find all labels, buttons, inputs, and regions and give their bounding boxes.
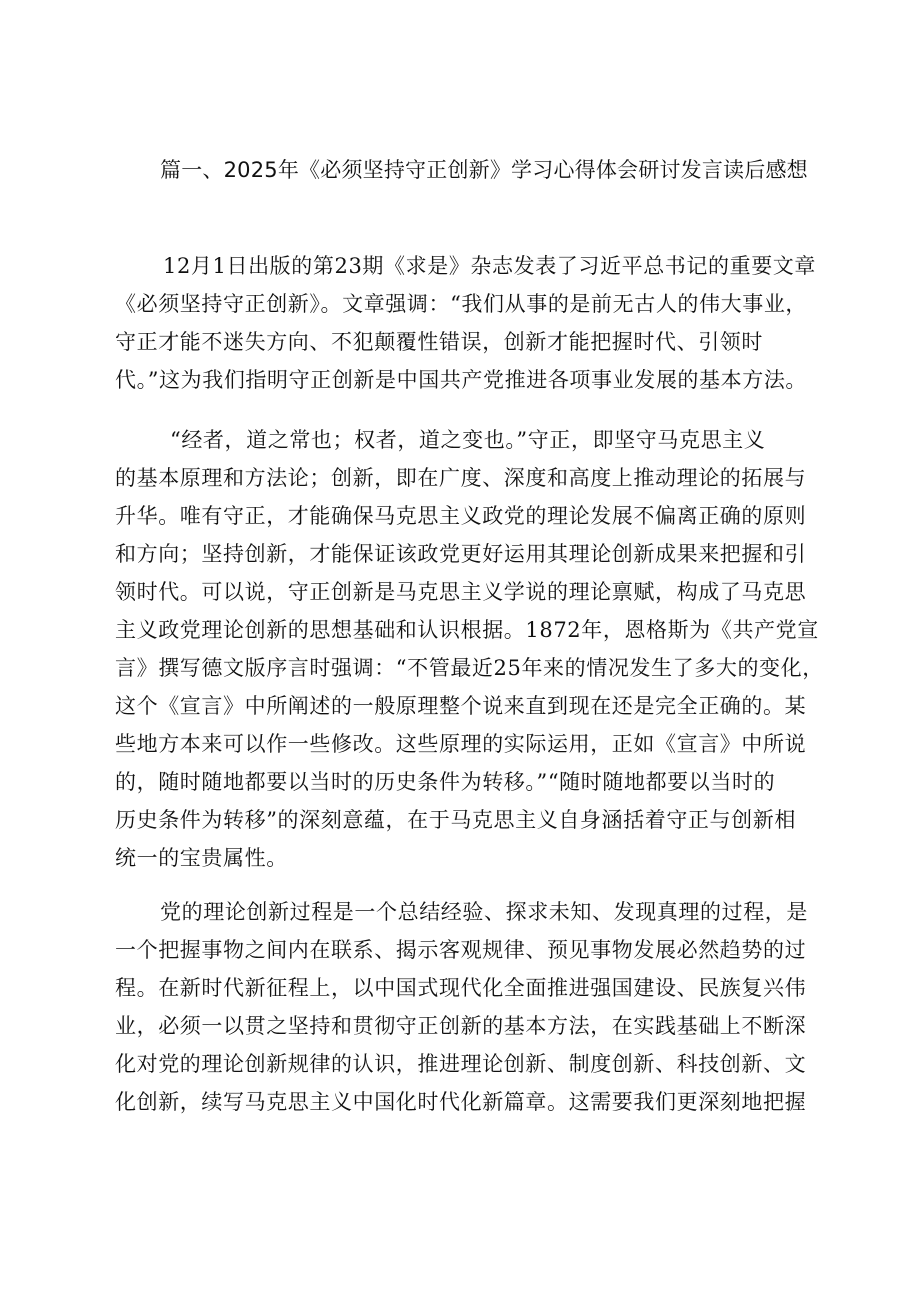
paragraph-line: 和方向；坚持创新，才能保证该政党更好运用其理论创新成果来把握和引 [115, 542, 807, 566]
paragraph-line: 言》撰写德文版序言时强调：“不管最近25年来的情况发生了多大的变化， [115, 656, 824, 680]
paragraph-line: 的基本原理和方法论；创新，即在广度、深度和高度上推动理论的拓展与 [115, 466, 807, 490]
paragraph-line: 党的理论创新过程是一个总结经验、探求未知、发现真理的过程，是 [160, 900, 808, 924]
document-title: 篇一、2025年《必须坚持守正创新》学习心得体会研讨发言读后感想 [160, 158, 808, 182]
paragraph-line: 化创新，续写马克思主义中国化时代化新篇章。这需要我们更深刻地把握 [115, 1090, 807, 1114]
paragraph-line: 主义政党理论创新的思想基础和认识根据。1872年，恩格斯为《共产党宣 [115, 618, 819, 642]
paragraph-line: 的，随时随地都要以当时的历史条件为转移。”“随时随地都要以当时的 [115, 770, 776, 794]
paragraph-line: 业，必须一以贯之坚持和贯彻守正创新的基本方法，在实践基础上不断深 [115, 1014, 807, 1038]
paragraph-line: 领时代。可以说，守正创新是马克思主义学说的理论禀赋，构成了马克思 [115, 580, 807, 604]
paragraph-line: 守正才能不迷失方向、不犯颠覆性错误，创新才能把握时代、引领时 [115, 330, 763, 354]
paragraph-line: 这个《宣言》中所阐述的一般原理整个说来直到现在还是完全正确的。某 [115, 694, 807, 718]
paragraph-line: 代。”这为我们指明守正创新是中国共产党推进各项事业发展的基本方法。 [115, 368, 808, 392]
paragraph-line: 统一的宝贵属性。 [115, 846, 288, 870]
paragraph-line: 程。在新时代新征程上，以中国式现代化全面推进强国建设、民族复兴伟 [115, 976, 807, 1000]
paragraph-line: 历史条件为转移”的深刻意蕴，在于马克思主义自身涵括着守正与创新相 [115, 808, 796, 832]
paragraph-line: “经者，道之常也；权者，道之变也。”守正，即坚守马克思主义 [170, 428, 766, 452]
paragraph-line: 化对党的理论创新规律的认识，推进理论创新、制度创新、科技创新、文 [115, 1052, 807, 1076]
paragraph-line: 《必须坚持守正创新》。文章强调：“我们从事的是前无古人的伟大事业， [115, 292, 808, 316]
paragraph-line: 些地方本来可以作一些修改。这些原理的实际运用，正如《宣言》中所说 [115, 732, 807, 756]
paragraph-line: 一个把握事物之间内在联系、揭示客观规律、预见事物发展必然趋势的过 [115, 938, 807, 962]
paragraph-line: 12月1日出版的第23期《求是》杂志发表了习近平总书记的重要文章 [163, 254, 817, 278]
paragraph-line: 升华。唯有守正，才能确保马克思主义政党的理论发展不偏离正确的原则 [115, 504, 807, 528]
